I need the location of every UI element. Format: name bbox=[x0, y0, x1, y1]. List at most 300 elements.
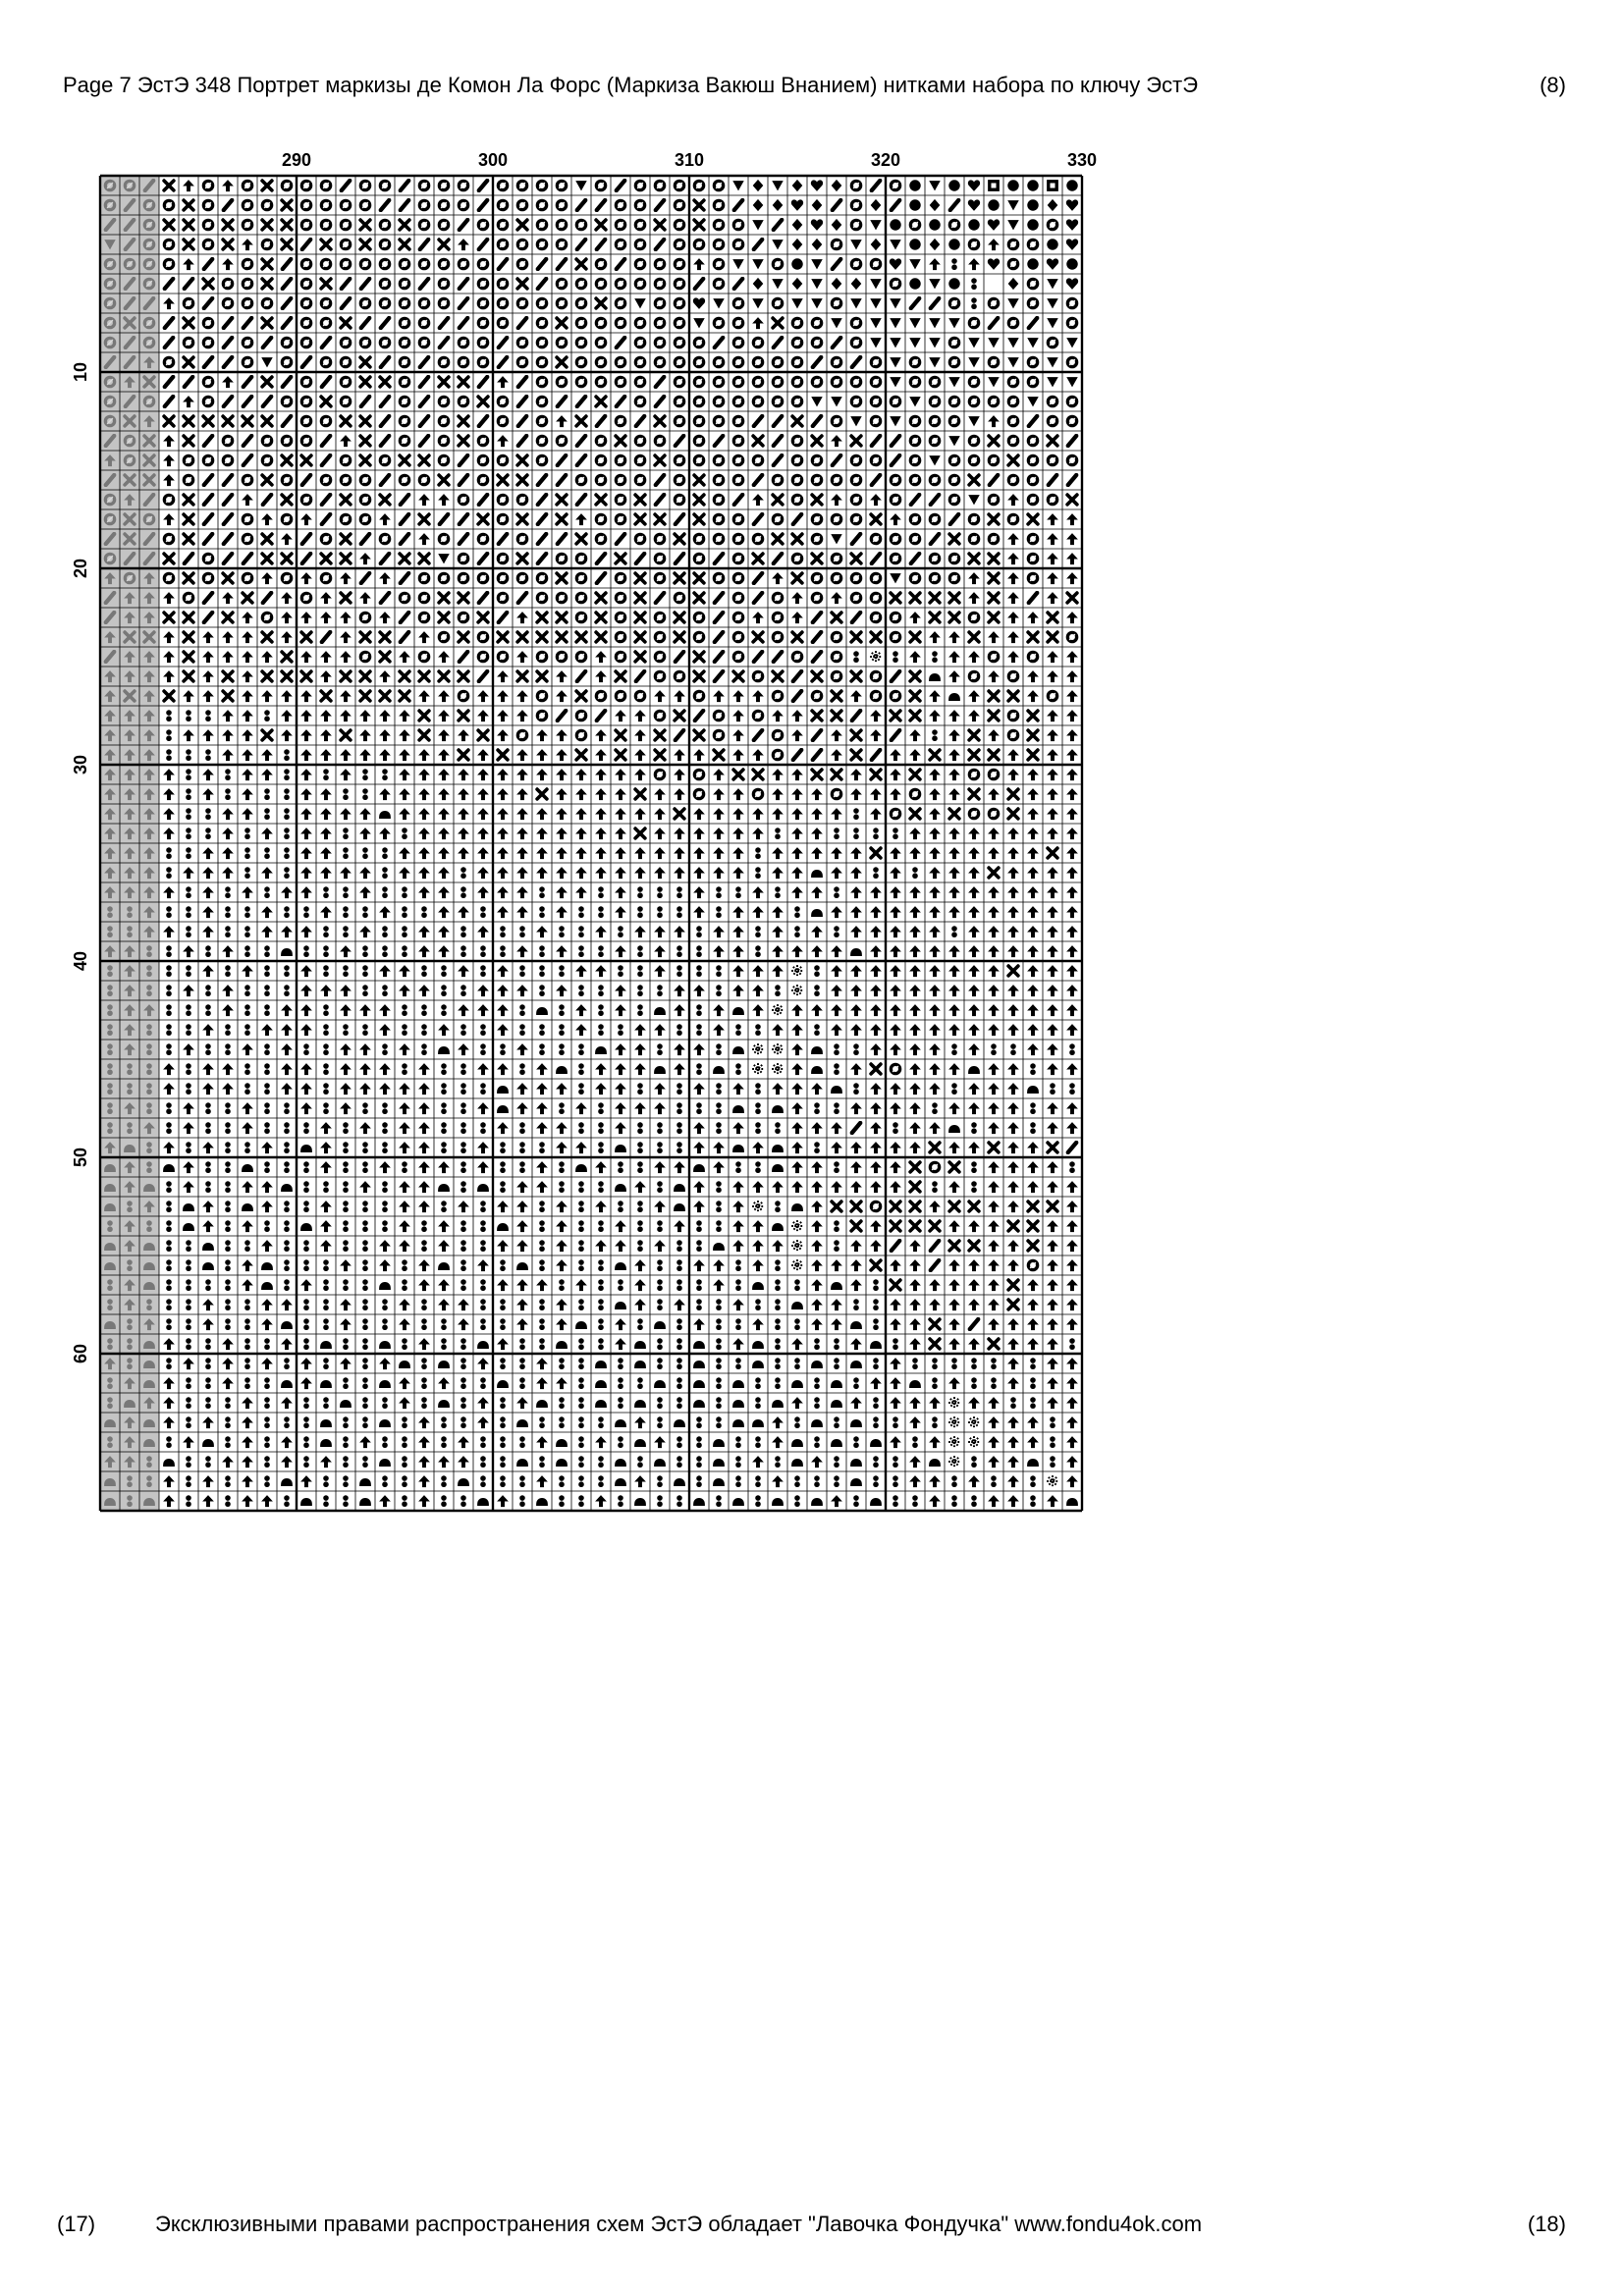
stitch-symbol-ring bbox=[341, 514, 350, 523]
stitch-symbol-triangle-down bbox=[1047, 357, 1057, 367]
stitch-symbol-arrow-up bbox=[811, 945, 823, 957]
stitch-symbol-double-dot bbox=[166, 1358, 172, 1369]
stitch-symbol-ring bbox=[203, 181, 212, 189]
stitch-symbol-arrow-up bbox=[536, 749, 548, 761]
stitch-symbol-double-dot bbox=[676, 1338, 682, 1350]
stitch-symbol-cross bbox=[459, 416, 468, 426]
stitch-symbol-asterisk bbox=[791, 1240, 803, 1252]
stitch-symbol-needle bbox=[283, 279, 291, 289]
stitch-symbol-needle bbox=[911, 298, 919, 308]
stitch-symbol-ring bbox=[635, 240, 644, 248]
stitch-symbol-cross bbox=[596, 613, 606, 622]
stitch-symbol-ring bbox=[969, 377, 978, 386]
stitch-symbol-needle bbox=[361, 318, 369, 328]
stitch-symbol-triangle-down bbox=[1047, 377, 1057, 387]
stitch-symbol-double-dot bbox=[559, 926, 565, 937]
stitch-symbol-double-dot bbox=[225, 1024, 231, 1036]
stitch-symbol-double-dot bbox=[460, 1024, 466, 1036]
stitch-symbol-arrow-up bbox=[1047, 572, 1058, 584]
stitch-symbol-ring bbox=[714, 416, 723, 425]
stitch-symbol-cross bbox=[930, 1319, 940, 1329]
stitch-symbol-arrow-up bbox=[183, 1102, 194, 1114]
stitch-symbol-ring bbox=[498, 279, 507, 288]
stitch-symbol-cross bbox=[517, 671, 527, 681]
stitch-symbol-arrow-up bbox=[948, 651, 960, 663]
stitch-symbol-arrow-up bbox=[772, 1181, 784, 1193]
stitch-symbol-cross bbox=[851, 730, 861, 740]
stitch-symbol-ring bbox=[949, 298, 958, 307]
stitch-symbol-arrow-up bbox=[222, 1377, 234, 1389]
stitch-symbol-ring bbox=[459, 259, 467, 268]
stitch-symbol-ring bbox=[498, 200, 507, 209]
stitch-symbol-arrow-up bbox=[418, 631, 430, 643]
stitch-symbol-needle bbox=[224, 318, 232, 328]
stitch-symbol-double-dot bbox=[598, 1416, 604, 1428]
stitch-symbol-ring bbox=[321, 200, 330, 209]
stitch-symbol-ring bbox=[891, 475, 899, 484]
stitch-symbol-ring bbox=[812, 573, 821, 582]
stitch-symbol-needle bbox=[1068, 1143, 1076, 1152]
stitch-symbol-double-dot bbox=[853, 1043, 859, 1055]
stitch-symbol-needle bbox=[636, 671, 644, 681]
stitch-symbol-arrow-up bbox=[1027, 847, 1039, 859]
stitch-symbol-double-dot bbox=[362, 1024, 368, 1036]
stitch-symbol-arrow-up bbox=[477, 926, 489, 937]
stitch-symbol-double-dot bbox=[284, 1240, 290, 1252]
stitch-symbol-double-dot bbox=[716, 1358, 722, 1369]
stitch-symbol-arrow-up bbox=[674, 926, 685, 937]
stitch-symbol-ring bbox=[576, 220, 585, 229]
stitch-symbol-double-dot bbox=[539, 1318, 545, 1330]
stitch-symbol-half-dome bbox=[831, 1282, 842, 1290]
stitch-symbol-triangle-down bbox=[1027, 338, 1038, 347]
stitch-symbol-arrow-up bbox=[183, 867, 194, 879]
stitch-symbol-double-dot bbox=[362, 1416, 368, 1428]
stitch-symbol-ring bbox=[400, 475, 408, 484]
stitch-symbol-cross bbox=[321, 554, 331, 563]
stitch-symbol-arrow-up bbox=[477, 985, 489, 996]
stitch-symbol-double-dot bbox=[735, 886, 741, 898]
stitch-symbol-arrow-up bbox=[399, 1220, 410, 1232]
stitch-symbol-half-dome bbox=[654, 1007, 666, 1015]
stitch-symbol-needle bbox=[656, 475, 664, 485]
stitch-symbol-cross bbox=[1028, 632, 1038, 642]
stitch-symbol-arrow-up bbox=[713, 808, 725, 820]
stitch-symbol-arrow-up bbox=[890, 1181, 901, 1193]
stitch-symbol-arrow-up bbox=[575, 867, 587, 879]
stitch-symbol-ring bbox=[105, 338, 114, 347]
stitch-symbol-arrow-up bbox=[340, 945, 352, 957]
stitch-symbol-ring bbox=[635, 397, 644, 405]
stitch-symbol-needle bbox=[361, 279, 369, 289]
stitch-symbol-arrow-up bbox=[536, 1279, 548, 1291]
stitch-symbol-arrow-up bbox=[968, 828, 980, 839]
stitch-symbol-arrow-up bbox=[634, 1475, 646, 1487]
stitch-symbol-double-dot bbox=[264, 710, 270, 721]
stitch-symbol-double-dot bbox=[421, 1377, 427, 1389]
stitch-symbol-double-dot bbox=[539, 1259, 545, 1271]
stitch-symbol-ring bbox=[694, 338, 703, 347]
stitch-symbol-cross bbox=[419, 711, 429, 721]
stitch-symbol-double-dot bbox=[1069, 1338, 1075, 1350]
stitch-symbol-double-dot bbox=[323, 1004, 329, 1016]
stitch-symbol-needle bbox=[715, 671, 723, 681]
stitch-symbol-double-dot bbox=[480, 1377, 486, 1389]
stitch-symbol-arrow-up bbox=[300, 1004, 312, 1016]
stitch-symbol-arrow-up bbox=[752, 828, 764, 839]
stitch-symbol-arrow-up bbox=[438, 1299, 450, 1310]
stitch-symbol-arrow-up bbox=[752, 612, 764, 623]
stitch-symbol-double-dot bbox=[166, 749, 172, 761]
stitch-symbol-arrow-up bbox=[674, 1063, 685, 1075]
stitch-symbol-arrow-up bbox=[183, 1161, 194, 1173]
stitch-symbol-arrow-up bbox=[595, 1201, 607, 1212]
stitch-symbol-double-dot bbox=[539, 1201, 545, 1212]
stitch-symbol-arrow-up bbox=[575, 1279, 587, 1291]
stitch-symbol-needle bbox=[813, 416, 821, 426]
stitch-symbol-arrow-up bbox=[438, 867, 450, 879]
stitch-symbol-arrow-up bbox=[1047, 1024, 1058, 1036]
stitch-symbol-double-dot bbox=[460, 926, 466, 937]
stitch-symbol-needle bbox=[852, 1123, 860, 1133]
stitch-symbol-double-dot bbox=[696, 1299, 702, 1310]
stitch-symbol-ring bbox=[596, 377, 605, 386]
stitch-symbol-needle bbox=[911, 495, 919, 505]
stitch-symbol-ring bbox=[616, 240, 624, 248]
stitch-symbol-double-dot bbox=[755, 1475, 761, 1487]
stitch-symbol-double-dot bbox=[637, 945, 643, 957]
stitch-symbol-needle bbox=[499, 613, 507, 622]
stitch-symbol-ring bbox=[989, 809, 998, 818]
stitch-symbol-needle bbox=[165, 338, 173, 347]
stitch-symbol-ring bbox=[517, 573, 526, 582]
stitch-symbol-arrow-up bbox=[438, 651, 450, 663]
stitch-symbol-arrow-up bbox=[909, 749, 921, 761]
stitch-symbol-half-dome bbox=[615, 1478, 626, 1486]
stitch-symbol-double-dot bbox=[951, 1043, 957, 1055]
stitch-symbol-double-dot bbox=[480, 1083, 486, 1095]
stitch-symbol-arrow-up bbox=[615, 847, 626, 859]
stitch-symbol-ring bbox=[655, 613, 664, 621]
stitch-symbol-arrow-up bbox=[890, 1102, 901, 1114]
stitch-symbol-ring bbox=[851, 220, 860, 229]
stitch-symbol-arrow-up bbox=[615, 1083, 626, 1095]
stitch-symbol-arrow-up bbox=[261, 769, 273, 780]
stitch-symbol-arrow-up bbox=[948, 1259, 960, 1271]
stitch-symbol-needle bbox=[460, 455, 467, 465]
stitch-symbol-ring bbox=[655, 632, 664, 641]
stitch-symbol-needle bbox=[774, 338, 782, 347]
stitch-symbol-arrow-up bbox=[379, 1358, 391, 1369]
stitch-symbol-arrow-up bbox=[575, 769, 587, 780]
stitch-symbol-arrow-up bbox=[909, 847, 921, 859]
stitch-symbol-arrow-up bbox=[340, 1004, 352, 1016]
stitch-symbol-double-dot bbox=[244, 1338, 250, 1350]
stitch-symbol-ring bbox=[694, 691, 703, 700]
stitch-symbol-double-dot bbox=[912, 1436, 918, 1448]
stitch-symbol-needle bbox=[185, 554, 192, 563]
stitch-symbol-cross bbox=[1008, 789, 1018, 799]
stitch-symbol-needle bbox=[263, 593, 271, 603]
stitch-symbol-ring bbox=[360, 298, 369, 307]
stitch-symbol-double-dot bbox=[362, 1279, 368, 1291]
stitch-symbol-needle bbox=[636, 416, 644, 426]
stitch-symbol-cross bbox=[851, 436, 861, 446]
stitch-symbol-double-dot bbox=[1030, 1377, 1036, 1389]
stitch-symbol-ring bbox=[282, 573, 291, 582]
stitch-symbol-ring bbox=[360, 495, 369, 504]
stitch-symbol-ring bbox=[478, 652, 487, 661]
stitch-symbol-ring bbox=[635, 200, 644, 209]
stitch-symbol-double-dot bbox=[932, 1377, 938, 1389]
stitch-symbol-cross bbox=[694, 730, 704, 740]
stitch-symbol-double-dot bbox=[755, 1122, 761, 1134]
stitch-symbol-double-dot bbox=[343, 1495, 349, 1507]
stitch-symbol-double-dot bbox=[657, 1416, 663, 1428]
stitch-symbol-arrow-up bbox=[948, 1318, 960, 1330]
stitch-symbol-ring bbox=[989, 298, 998, 307]
stitch-symbol-cross bbox=[1008, 455, 1018, 465]
stitch-symbol-arrow-up bbox=[595, 808, 607, 820]
stitch-symbol-half-dome bbox=[732, 1400, 744, 1408]
stitch-symbol-double-dot bbox=[755, 1024, 761, 1036]
stitch-symbol-arrow-up bbox=[752, 965, 764, 977]
stitch-symbol-double-dot bbox=[951, 1358, 957, 1369]
stitch-symbol-double-dot bbox=[205, 945, 211, 957]
stitch-symbol-arrow-up bbox=[1047, 965, 1058, 977]
stitch-symbol-double-dot bbox=[362, 1318, 368, 1330]
stitch-symbol-arrow-up bbox=[909, 965, 921, 977]
stitch-symbol-ring bbox=[792, 397, 801, 405]
stitch-symbol-arrow-up bbox=[458, 906, 469, 918]
stitch-symbol-arrow-up bbox=[890, 1377, 901, 1389]
stitch-symbol-needle bbox=[302, 534, 310, 544]
stitch-symbol-cross bbox=[694, 495, 704, 505]
stitch-symbol-double-dot bbox=[382, 769, 388, 780]
stitch-symbol-cross bbox=[262, 632, 272, 642]
stitch-symbol-triangle-down bbox=[811, 397, 822, 406]
stitch-symbol-double-dot bbox=[873, 828, 879, 839]
stitch-symbol-arrow-up bbox=[202, 1318, 214, 1330]
stitch-symbol-double-dot bbox=[323, 1043, 329, 1055]
stitch-symbol-arrow-up bbox=[300, 1024, 312, 1036]
stitch-symbol-arrow-up bbox=[870, 1181, 882, 1193]
stitch-symbol-cross bbox=[557, 357, 567, 367]
stitch-symbol-double-dot bbox=[716, 1043, 722, 1055]
stitch-symbol-needle bbox=[793, 671, 801, 681]
stitch-symbol-ring bbox=[1008, 514, 1017, 523]
stitch-symbol-arrow-up bbox=[772, 906, 784, 918]
stitch-symbol-ring bbox=[596, 436, 605, 445]
stitch-symbol-ring bbox=[891, 181, 899, 189]
stitch-symbol-needle bbox=[479, 200, 487, 210]
stitch-symbol-arrow-up bbox=[477, 1102, 489, 1114]
stitch-symbol-double-dot bbox=[343, 1475, 349, 1487]
stitch-symbol-arrow-up bbox=[556, 847, 568, 859]
stitch-symbol-arrow-up bbox=[320, 906, 332, 918]
stitch-symbol-double-dot bbox=[186, 1377, 191, 1389]
stitch-symbol-ring bbox=[537, 436, 546, 445]
stitch-symbol-arrow-up bbox=[890, 945, 901, 957]
stitch-symbol-arrow-up bbox=[752, 808, 764, 820]
stitch-symbol-double-dot bbox=[441, 965, 447, 977]
stitch-symbol-double-dot bbox=[441, 1318, 447, 1330]
stitch-symbol-cross bbox=[184, 534, 193, 544]
stitch-symbol-needle bbox=[440, 514, 448, 524]
stitch-symbol-arrow-up bbox=[850, 1338, 862, 1350]
stitch-symbol-double-dot bbox=[500, 1181, 506, 1193]
stitch-symbol-ring bbox=[871, 455, 880, 464]
stitch-symbol-arrow-up bbox=[1027, 1181, 1039, 1193]
stitch-symbol-ring bbox=[616, 377, 624, 386]
stitch-symbol-double-dot bbox=[284, 1416, 290, 1428]
stitch-symbol-arrow-up bbox=[418, 494, 430, 506]
stitch-symbol-double-dot bbox=[460, 1142, 466, 1153]
stitch-symbol-arrow-up bbox=[300, 867, 312, 879]
stitch-symbol-ring bbox=[321, 181, 330, 189]
stitch-symbol-double-dot bbox=[421, 1299, 427, 1310]
stitch-symbol-cross bbox=[989, 514, 999, 524]
stitch-symbol-heart bbox=[693, 297, 705, 308]
stitch-symbol-arrow-up bbox=[202, 1063, 214, 1075]
stitch-symbol-arrow-up bbox=[438, 769, 450, 780]
stitch-symbol-arrow-up bbox=[948, 985, 960, 996]
stitch-symbol-cross bbox=[616, 554, 625, 563]
stitch-symbol-arrow-up bbox=[340, 651, 352, 663]
stitch-symbol-arrow-up bbox=[634, 769, 646, 780]
stitch-symbol-ring bbox=[675, 220, 683, 229]
stitch-symbol-needle bbox=[872, 181, 880, 190]
stitch-symbol-arrow-up bbox=[654, 847, 666, 859]
stitch-symbol-double-dot bbox=[166, 1102, 172, 1114]
stitch-symbol-ring bbox=[891, 691, 899, 700]
stitch-symbol-ring bbox=[1008, 240, 1017, 248]
stitch-symbol-cross bbox=[400, 691, 409, 701]
stitch-symbol-ring bbox=[341, 377, 350, 386]
stitch-symbol-arrow-up bbox=[1047, 749, 1058, 761]
stitch-symbol-arrow-up bbox=[870, 808, 882, 820]
stitch-symbol-arrow-up bbox=[458, 1318, 469, 1330]
stitch-symbol-half-dome bbox=[850, 1361, 862, 1368]
stitch-symbol-double-dot bbox=[303, 1456, 309, 1468]
stitch-symbol-arrow-up bbox=[359, 1004, 371, 1016]
stitch-symbol-ring bbox=[105, 397, 114, 405]
stitch-symbol-arrow-up bbox=[890, 788, 901, 800]
stitch-symbol-arrow-up bbox=[968, 1259, 980, 1271]
stitch-symbol-cross bbox=[851, 1221, 861, 1231]
stitch-symbol-arrow-up bbox=[1047, 1220, 1058, 1232]
stitch-symbol-double-dot bbox=[402, 906, 407, 918]
stitch-symbol-double-dot bbox=[578, 1475, 584, 1487]
stitch-symbol-arrow-up bbox=[477, 886, 489, 898]
stitch-symbol-arrow-up bbox=[575, 965, 587, 977]
stitch-symbol-arrow-up bbox=[438, 886, 450, 898]
stitch-symbol-cross bbox=[910, 1162, 920, 1172]
stitch-symbol-double-dot bbox=[657, 1358, 663, 1369]
stitch-symbol-double-dot bbox=[225, 788, 231, 800]
stitch-symbol-double-dot bbox=[500, 926, 506, 937]
stitch-symbol-arrow-up bbox=[516, 1220, 528, 1232]
stitch-symbol-arrow-up bbox=[575, 1024, 587, 1036]
stitch-symbol-arrow-up bbox=[202, 1024, 214, 1036]
stitch-symbol-double-dot bbox=[323, 1475, 329, 1487]
stitch-symbol-ring bbox=[596, 514, 605, 523]
stitch-symbol-double-dot bbox=[402, 1259, 407, 1271]
stitch-symbol-arrow-up bbox=[654, 1161, 666, 1173]
stitch-symbol-double-dot bbox=[402, 1004, 407, 1016]
stitch-symbol-arrow-up bbox=[516, 1201, 528, 1212]
stitch-symbol-double-dot bbox=[205, 1102, 211, 1114]
stitch-symbol-double-dot bbox=[539, 985, 545, 996]
stitch-symbol-half-dome bbox=[811, 1361, 823, 1368]
stitch-symbol-arrow-up bbox=[1047, 867, 1058, 879]
stitch-symbol-arrow-up bbox=[202, 1201, 214, 1212]
stitch-symbol-arrow-up bbox=[1027, 828, 1039, 839]
stitch-symbol-ring bbox=[360, 259, 369, 268]
stitch-symbol-arrow-up bbox=[379, 1083, 391, 1095]
stitch-symbol-cross bbox=[537, 789, 547, 799]
stitch-symbol-arrow-up bbox=[929, 808, 941, 820]
stitch-symbol-cross bbox=[576, 416, 586, 426]
stitch-symbol-arrow-up bbox=[516, 1083, 528, 1095]
stitch-symbol-double-dot bbox=[402, 926, 407, 937]
stitch-symbol-ring bbox=[1028, 240, 1037, 248]
stitch-symbol-arrow-up bbox=[890, 926, 901, 937]
stitch-symbol-double-dot bbox=[814, 1377, 820, 1389]
stitch-symbol-arrow-up bbox=[1066, 1201, 1078, 1212]
stitch-symbol-arrow-up bbox=[811, 886, 823, 898]
stitch-symbol-ring bbox=[910, 416, 919, 425]
stitch-symbol-double-dot bbox=[539, 965, 545, 977]
stitch-symbol-half-dome bbox=[654, 1380, 666, 1388]
stitch-symbol-arrow-up bbox=[1066, 1004, 1078, 1016]
stitch-symbol-double-dot bbox=[362, 1299, 368, 1310]
stitch-symbol-arrow-up bbox=[477, 828, 489, 839]
stitch-symbol-double-dot bbox=[834, 1475, 839, 1487]
stitch-symbol-ring bbox=[812, 377, 821, 386]
stitch-symbol-ring bbox=[616, 475, 624, 484]
stitch-symbol-arrow-up bbox=[791, 808, 803, 820]
stitch-symbol-double-dot bbox=[244, 828, 250, 839]
stitch-symbol-double-dot bbox=[755, 1397, 761, 1409]
stitch-symbol-cross bbox=[989, 1143, 999, 1152]
stitch-symbol-arrow-up bbox=[772, 847, 784, 859]
stitch-symbol-double-dot bbox=[441, 1475, 447, 1487]
stitch-symbol-needle bbox=[990, 318, 998, 328]
stitch-symbol-triangle-down bbox=[634, 298, 645, 308]
stitch-symbol-half-dome bbox=[693, 1164, 705, 1172]
stitch-symbol-arrow-up bbox=[536, 1083, 548, 1095]
stitch-symbol-arrow-up bbox=[791, 886, 803, 898]
stitch-symbol-arrow-up bbox=[1066, 612, 1078, 623]
stitch-symbol-cross bbox=[478, 514, 488, 524]
stitch-symbol-ring bbox=[144, 397, 153, 405]
stitch-symbol-ring bbox=[341, 220, 350, 229]
stitch-symbol-heart bbox=[1066, 219, 1078, 230]
stitch-symbol-arrow-up bbox=[438, 788, 450, 800]
stitch-symbol-ring bbox=[851, 514, 860, 523]
stitch-symbol-arrow-up bbox=[536, 1358, 548, 1369]
stitch-symbol-heart bbox=[968, 199, 980, 210]
stitch-symbol-double-dot bbox=[441, 1102, 447, 1114]
stitch-symbol-arrow-up bbox=[163, 886, 175, 898]
stitch-symbol-arrow-up bbox=[1007, 1024, 1019, 1036]
stitch-symbol-arrow-up bbox=[340, 1358, 352, 1369]
stitch-symbol-ring bbox=[753, 671, 762, 680]
stitch-symbol-arrow-up bbox=[497, 828, 509, 839]
stitch-symbol-arrow-up bbox=[929, 1495, 941, 1507]
stitch-symbol-double-dot bbox=[421, 1220, 427, 1232]
